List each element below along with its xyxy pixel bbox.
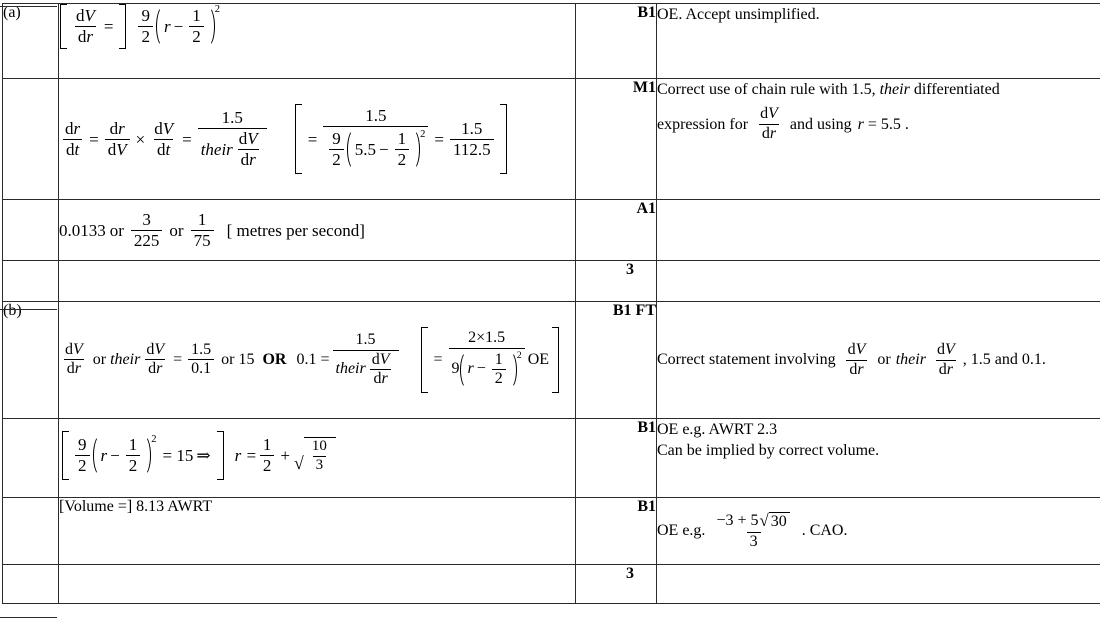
fraction-denominator: dr bbox=[145, 359, 165, 378]
expression-dVdr-statement bbox=[59, 327, 560, 393]
table-row-total bbox=[3, 261, 1100, 302]
fraction-exact-answer bbox=[713, 512, 793, 551]
expression-solve-for-r bbox=[59, 431, 337, 480]
bracket-left bbox=[295, 104, 302, 174]
fraction-numerator: dV bbox=[369, 352, 393, 370]
fraction-1p5-over-112p5 bbox=[450, 120, 494, 159]
fraction-numerator: dV bbox=[934, 342, 958, 360]
fraction-10-over-3 bbox=[309, 439, 330, 474]
equals-sign: = bbox=[170, 352, 185, 368]
equals-sign: = bbox=[86, 131, 102, 148]
working-cell-b-total bbox=[59, 565, 576, 604]
fraction-dV-dr bbox=[143, 342, 167, 379]
fraction-denominator: 2 bbox=[395, 149, 410, 169]
fraction-numerator bbox=[713, 512, 793, 532]
comment-line-2 bbox=[657, 106, 1100, 143]
bracket-left bbox=[421, 327, 428, 393]
exponent-two: 2 bbox=[420, 128, 425, 140]
fraction-3-over-225 bbox=[131, 211, 163, 250]
fraction-nine-halves bbox=[75, 436, 90, 475]
fraction-denominator: dr bbox=[64, 359, 84, 378]
comment-cell-a1: OE. Accept unsimplified. bbox=[657, 4, 1100, 79]
or-keyword: OR bbox=[258, 352, 290, 368]
paren-group bbox=[156, 5, 215, 48]
bracket-left bbox=[62, 431, 69, 480]
fraction-numerator: 1.5 bbox=[362, 107, 389, 126]
plus-sign: + bbox=[277, 447, 293, 464]
paren-right bbox=[413, 128, 420, 171]
radical-sign: √ bbox=[759, 512, 768, 531]
fraction-denominator: dr bbox=[238, 149, 259, 169]
radical-sign: √ bbox=[294, 437, 304, 474]
fraction-numerator: dV bbox=[845, 342, 869, 360]
square-bracket-group bbox=[420, 327, 561, 393]
paren-left bbox=[156, 5, 163, 48]
fraction-denominator: 2 bbox=[189, 26, 204, 46]
bracket-left bbox=[60, 4, 67, 49]
fraction-denominator: 2 bbox=[75, 455, 90, 475]
equals-sign: = bbox=[431, 352, 446, 368]
fraction-numerator: dV bbox=[62, 342, 86, 360]
fraction-substituted bbox=[323, 107, 428, 171]
fraction-numerator: dV bbox=[757, 106, 781, 124]
fraction-numerator: 1 bbox=[126, 436, 141, 455]
units-label: [ metres per second] bbox=[217, 222, 369, 239]
fraction-2x1p5-over-9r-half-squared bbox=[449, 330, 525, 390]
square-bracket-group bbox=[61, 431, 225, 480]
volume-answer: [Volume =] 8.13 AWRT bbox=[59, 499, 212, 515]
comment-text: and using bbox=[790, 114, 852, 135]
fraction-dV-dr bbox=[842, 342, 872, 379]
their-word: their bbox=[880, 81, 910, 98]
equals-fifteen: = 15 bbox=[156, 447, 193, 464]
fraction-numerator: 1 bbox=[395, 130, 410, 149]
fraction-denominator: 225 bbox=[131, 230, 163, 250]
equals-sign: = bbox=[305, 131, 321, 148]
fraction-denominator: 3 bbox=[747, 532, 761, 551]
their-word: their bbox=[336, 361, 366, 378]
oe-label: OE bbox=[528, 352, 549, 368]
fraction-dV-dt bbox=[151, 120, 176, 159]
fraction-numerator: 1.5 bbox=[458, 120, 485, 139]
fraction-numerator: 1 bbox=[260, 436, 275, 455]
fraction-denominator: 75 bbox=[191, 230, 214, 250]
part-label-spacer bbox=[3, 79, 59, 200]
fraction-1p5-over-their-dVdr bbox=[333, 332, 399, 388]
fraction-denominator bbox=[333, 350, 399, 389]
equals-sign: = bbox=[179, 131, 195, 148]
comment-line-1 bbox=[657, 79, 1100, 100]
paren-group bbox=[460, 350, 517, 391]
minus-sign: − bbox=[474, 361, 489, 378]
working-cell-a-total bbox=[59, 261, 576, 302]
or-word: or bbox=[89, 352, 110, 368]
condition-value: = 5.5 . bbox=[864, 114, 909, 135]
table-row bbox=[3, 79, 1100, 200]
square-bracket-group bbox=[294, 104, 508, 174]
left-rule-top bbox=[0, 6, 57, 7]
fraction-dV-dr bbox=[236, 130, 261, 169]
left-rule-bottom bbox=[0, 617, 57, 618]
fraction-numerator: 1.5 bbox=[353, 332, 379, 350]
table-row bbox=[3, 419, 1100, 498]
equals-sign: = bbox=[431, 131, 447, 148]
comment-cell-a-total bbox=[657, 261, 1100, 302]
total-mark-a: 3 bbox=[576, 261, 657, 302]
working-cell-a3 bbox=[59, 200, 576, 261]
left-rule-part-b bbox=[0, 309, 57, 310]
fraction-numerator: 2×1.5 bbox=[465, 330, 508, 348]
mark-cell-a1: B1 bbox=[576, 4, 657, 79]
variable-r: r bbox=[164, 18, 171, 35]
exponent-two: 2 bbox=[517, 350, 522, 361]
radical-thirty bbox=[759, 512, 789, 531]
equals-sign: = bbox=[101, 18, 117, 35]
implies-sign: ⇒ bbox=[193, 447, 213, 464]
mark-cell-a3: A1 bbox=[576, 200, 657, 261]
fraction-denominator: dr bbox=[370, 369, 390, 388]
minus-sign: − bbox=[171, 18, 187, 35]
fraction-numerator: 10 bbox=[309, 439, 330, 456]
fraction-numerator: 1 bbox=[189, 7, 204, 26]
paren-group bbox=[347, 128, 420, 171]
part-label-spacer bbox=[3, 419, 59, 498]
fraction-numerator: dV bbox=[236, 130, 261, 149]
minus-sign: − bbox=[107, 447, 123, 464]
fraction-numerator: dV bbox=[151, 120, 176, 139]
fraction-nine-halves bbox=[138, 7, 153, 46]
comment-cell-a2 bbox=[657, 79, 1100, 200]
part-label-b: (b) bbox=[3, 302, 59, 419]
fraction-numerator: 1 bbox=[492, 352, 506, 370]
fraction-denominator: 2 bbox=[260, 455, 275, 475]
working-cell-a2 bbox=[59, 79, 576, 200]
working-cell-a1 bbox=[59, 4, 576, 79]
paren-right bbox=[510, 350, 517, 391]
fraction-dr-dV bbox=[105, 120, 130, 159]
fraction-numerator: dr bbox=[62, 120, 83, 139]
paren-left bbox=[93, 434, 100, 477]
fraction-numerator: 9 bbox=[75, 436, 90, 455]
part-label-spacer bbox=[3, 200, 59, 261]
fraction-denominator: dt bbox=[63, 139, 82, 159]
mark-cell-b3: B1 bbox=[576, 498, 657, 565]
table-row bbox=[3, 498, 1100, 565]
fraction-numerator: 1 bbox=[195, 211, 210, 230]
fraction-denominator bbox=[198, 128, 267, 169]
fraction-1-over-75 bbox=[191, 211, 214, 250]
fraction-dr-dt bbox=[62, 120, 83, 159]
their-word: their bbox=[201, 141, 233, 159]
paren-right bbox=[208, 5, 215, 48]
fraction-1p5-over-their-dVdr bbox=[198, 109, 267, 169]
fraction-denominator: 2 bbox=[329, 149, 344, 169]
comment-cell-b2 bbox=[657, 419, 1100, 498]
fraction-numerator: dV bbox=[73, 7, 98, 26]
radical-content: 30 bbox=[769, 512, 790, 531]
fraction-denominator: 2 bbox=[138, 26, 153, 46]
fraction-numerator: 9 bbox=[329, 130, 344, 149]
part-label-spacer bbox=[3, 261, 59, 302]
table-row bbox=[3, 302, 1100, 419]
fraction-denominator: 0.1 bbox=[188, 359, 214, 378]
fraction-denominator: 2 bbox=[126, 455, 141, 475]
times-sign: × bbox=[133, 131, 149, 148]
or-fifteen: or 15 bbox=[217, 352, 258, 368]
fraction-numerator: dr bbox=[107, 120, 128, 139]
fraction-one-half bbox=[260, 436, 275, 475]
radical-ten-thirds bbox=[294, 437, 336, 474]
value-5p5: 5.5 bbox=[355, 141, 376, 159]
fraction-denominator: 3 bbox=[313, 456, 327, 474]
comment-line-2: Can be implied by correct volume. bbox=[657, 440, 1100, 461]
fraction-numerator: 1.5 bbox=[188, 342, 214, 360]
bracket-right bbox=[552, 327, 559, 393]
comment-cell-b1 bbox=[657, 302, 1100, 419]
bracket-content bbox=[428, 327, 553, 393]
part-label-spacer bbox=[3, 565, 59, 604]
bracket-right bbox=[119, 4, 126, 49]
variable-r: r bbox=[468, 361, 474, 378]
fraction-denominator bbox=[449, 348, 525, 391]
part-label-a: (a) bbox=[3, 4, 59, 79]
bracket-content bbox=[302, 104, 500, 174]
mark-scheme-table bbox=[2, 3, 1100, 604]
fraction-dV-dr bbox=[754, 106, 784, 143]
expression-answer-rate bbox=[59, 211, 369, 250]
fraction-denominator: dr bbox=[846, 360, 866, 379]
comment-text: OE e.g. bbox=[657, 520, 705, 541]
bracket-content bbox=[69, 431, 217, 480]
equation-0p1: 0.1 = bbox=[290, 352, 329, 368]
comment-text: , 1.5 and 0.1. bbox=[963, 349, 1046, 370]
or-word: or bbox=[877, 349, 890, 370]
variable-r: r bbox=[101, 447, 108, 464]
paren-right bbox=[144, 434, 151, 477]
table-row-total bbox=[3, 565, 1100, 604]
fraction-1p5-over-0p1 bbox=[188, 342, 214, 379]
table-row bbox=[3, 200, 1100, 261]
fraction-denominator: 2 bbox=[492, 369, 506, 388]
square-bracket-group bbox=[59, 4, 127, 49]
value-decimal: 0.0133 bbox=[59, 222, 106, 239]
mark-cell-a2: M1 bbox=[576, 79, 657, 200]
comment-cell-a3 bbox=[657, 200, 1100, 261]
comment-text: expression for bbox=[657, 114, 748, 135]
paren-left bbox=[460, 350, 467, 391]
their-word: their bbox=[110, 352, 140, 368]
numerator-prefix: −3 + 5 bbox=[716, 513, 758, 530]
fraction-dV-dr bbox=[369, 352, 393, 389]
exponent-two: 2 bbox=[151, 434, 156, 446]
mark-cell-b1: B1 FT bbox=[576, 302, 657, 419]
comment-cell-b-total bbox=[657, 565, 1100, 604]
table-row bbox=[3, 4, 1100, 79]
working-cell-b2 bbox=[59, 419, 576, 498]
fraction-nine-halves bbox=[329, 130, 344, 169]
fraction-dV-dr bbox=[931, 342, 961, 379]
comment-text: Correct statement involving bbox=[657, 349, 836, 370]
comment-cell-b3 bbox=[657, 498, 1100, 565]
expression-exact-volume bbox=[710, 512, 796, 551]
expression-dVdr-definition bbox=[59, 4, 220, 49]
bracket-right bbox=[217, 431, 224, 480]
fraction-numerator: dV bbox=[143, 342, 167, 360]
their-word: their bbox=[896, 349, 926, 370]
mark-cell-b2: B1 bbox=[576, 419, 657, 498]
fraction-numerator: 3 bbox=[139, 211, 154, 230]
part-label-spacer bbox=[3, 498, 59, 565]
radical-content bbox=[304, 437, 336, 474]
fraction-denominator: dr bbox=[75, 26, 96, 46]
fraction-denominator: dt bbox=[154, 139, 173, 159]
mark-scheme-sheet bbox=[0, 3, 1100, 622]
or-word: or bbox=[165, 222, 187, 239]
fraction-denominator bbox=[323, 126, 428, 171]
fraction-denominator: dr bbox=[936, 360, 956, 379]
fraction-dV-dr bbox=[73, 7, 98, 46]
total-mark-b: 3 bbox=[576, 565, 657, 604]
bracket-content bbox=[67, 4, 119, 49]
paren-group bbox=[93, 434, 152, 477]
paren-left bbox=[347, 128, 354, 171]
working-cell-b1 bbox=[59, 302, 576, 419]
comment-line-1: OE e.g. AWRT 2.3 bbox=[657, 419, 1100, 440]
condition-r-equals: r bbox=[858, 114, 864, 135]
exponent-two: 2 bbox=[215, 4, 220, 16]
fraction-denominator: dr bbox=[759, 124, 779, 143]
working-cell-b3 bbox=[59, 498, 576, 565]
fraction-numerator: 9 bbox=[138, 7, 153, 26]
or-word: or bbox=[106, 222, 128, 239]
fraction-denominator: dV bbox=[105, 139, 130, 159]
coefficient-nine: 9 bbox=[452, 361, 460, 378]
fraction-dV-dr bbox=[62, 342, 86, 379]
bracket-right bbox=[500, 104, 507, 174]
comment-text: differentiated bbox=[910, 81, 1000, 98]
fraction-denominator: 112.5 bbox=[450, 139, 494, 159]
comment-text: Correct use of chain rule with 1.5, bbox=[657, 81, 880, 98]
minus-sign: − bbox=[376, 141, 392, 159]
fraction-numerator: 1.5 bbox=[219, 109, 246, 128]
comment-text: . CAO. bbox=[802, 520, 848, 541]
r-equals-label: r = bbox=[235, 447, 257, 464]
expression-chain-rule bbox=[59, 104, 508, 174]
